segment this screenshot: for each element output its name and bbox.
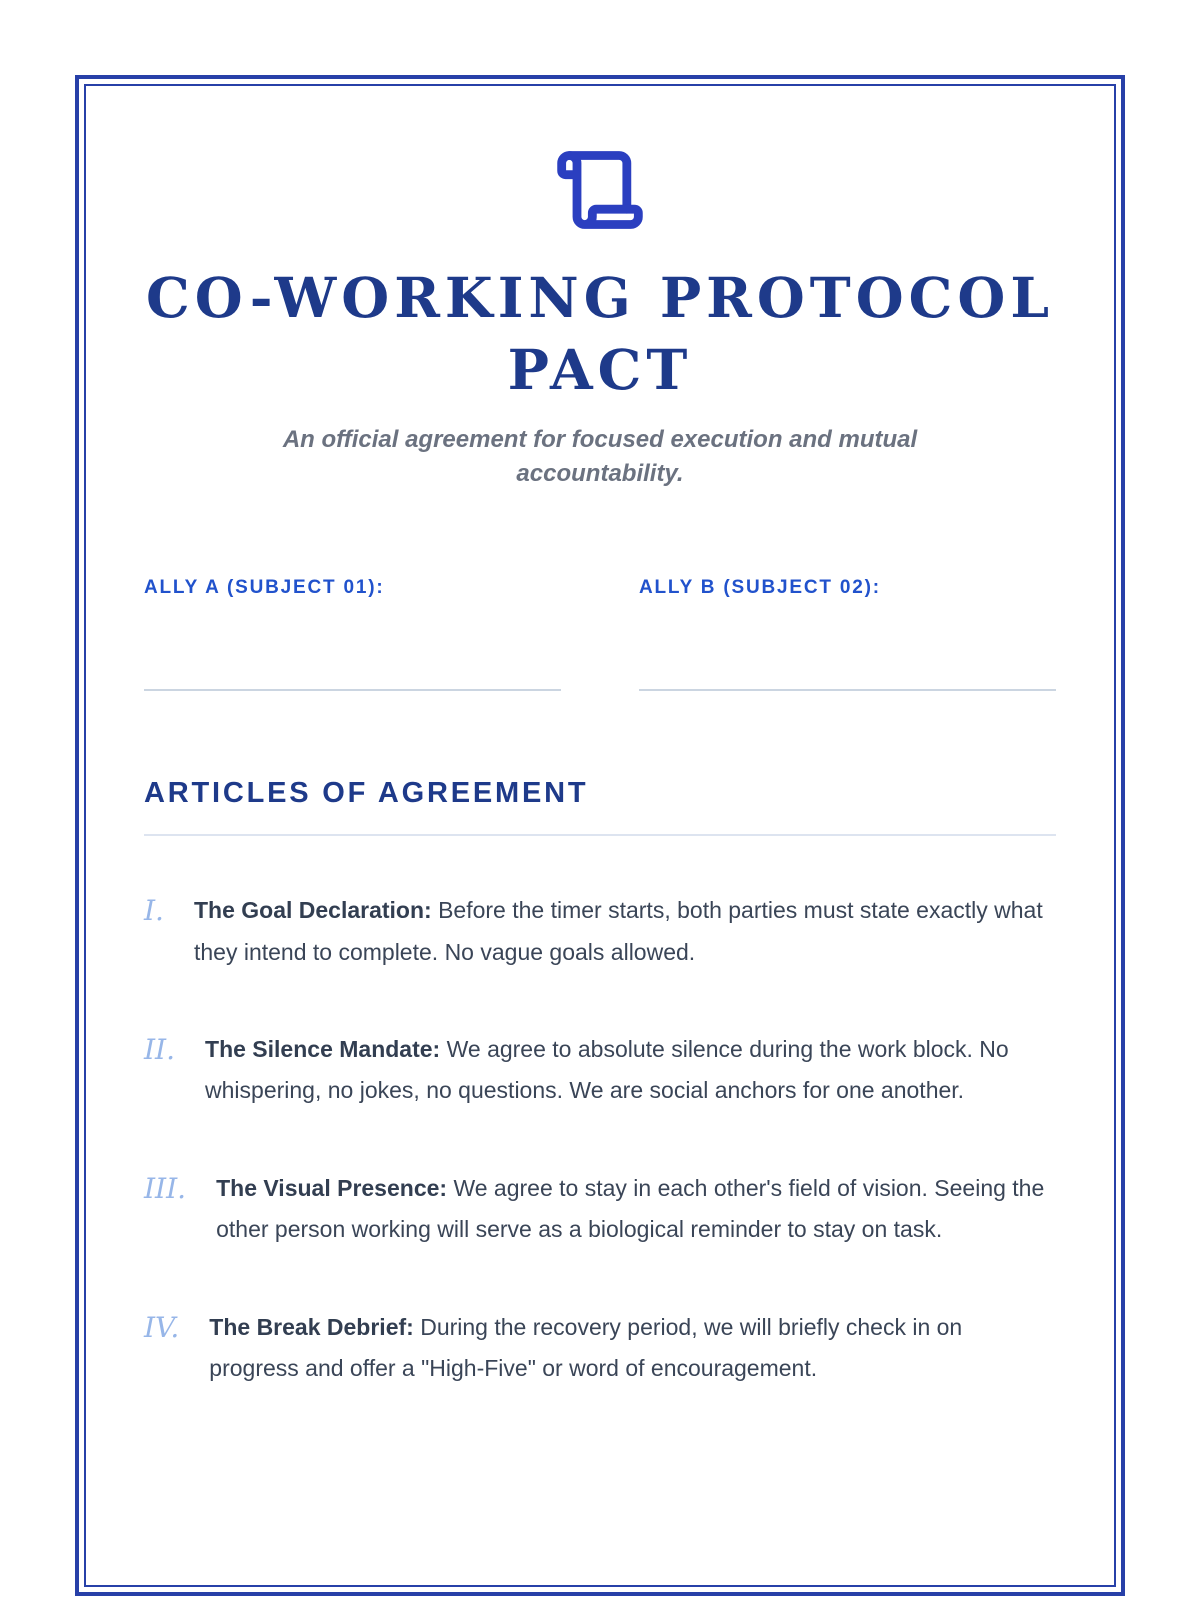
article-numeral: III. [144,1171,187,1205]
page-title: CO-WORKING PROTOCOL PACT [146,265,1054,402]
article-numeral: II. [144,1032,176,1066]
ally-a-signature-line [144,689,561,691]
article-body: Before the timer starts, both parties must state exactly what they intend to complete. No vague goals allowed. [193,897,1043,965]
article-item-2 [144,1029,1056,1112]
scroll-icon [554,144,646,236]
article-title: The Visual Presence: [216,1174,448,1201]
article-numeral: IV. [144,1310,180,1344]
pact-document-inner-border [84,84,1116,1587]
page-subtitle: An official agreement for focused execution and mutual accountability. [282,426,918,488]
signature-section [144,577,1056,691]
ally-b-signature-line [639,689,1056,691]
article-title: The Goal Declaration: [193,897,432,924]
article-text [216,1168,1056,1251]
ally-a-label: ALLY A (SUBJECT 01): [144,577,385,599]
article-item-1 [144,890,1056,973]
article-body: During the recovery period, we will briefly check in on progress and offer a "High-Five" or word of encouragement. [209,1313,963,1381]
articles-divider [144,834,1056,836]
article-text [209,1307,1056,1390]
ally-b-label: ALLY B (SUBJECT 02): [639,577,881,599]
articles-heading: ARTICLES OF AGREEMENT [144,777,589,810]
articles-list [144,890,1056,1389]
ally-a-block [144,577,561,691]
article-numeral: I. [144,894,164,928]
articles-section [144,777,1056,1389]
article-body: We agree to absolute silence during the work block. No whispering, no jokes, no questions. We are social anchors for one another. [205,1035,1009,1104]
ally-b-block [639,577,1056,691]
pact-document [75,75,1125,1596]
article-item-4 [144,1307,1056,1390]
article-title: The Silence Mandate: [205,1035,441,1062]
article-item-3 [144,1168,1056,1251]
article-title: The Break Debrief: [209,1313,414,1340]
article-text [194,890,1056,973]
article-body: We agree to stay in each other's field of vision. Seeing the other person working will serve as a biological reminder to stay on task. [216,1174,1045,1243]
article-text [205,1029,1056,1112]
